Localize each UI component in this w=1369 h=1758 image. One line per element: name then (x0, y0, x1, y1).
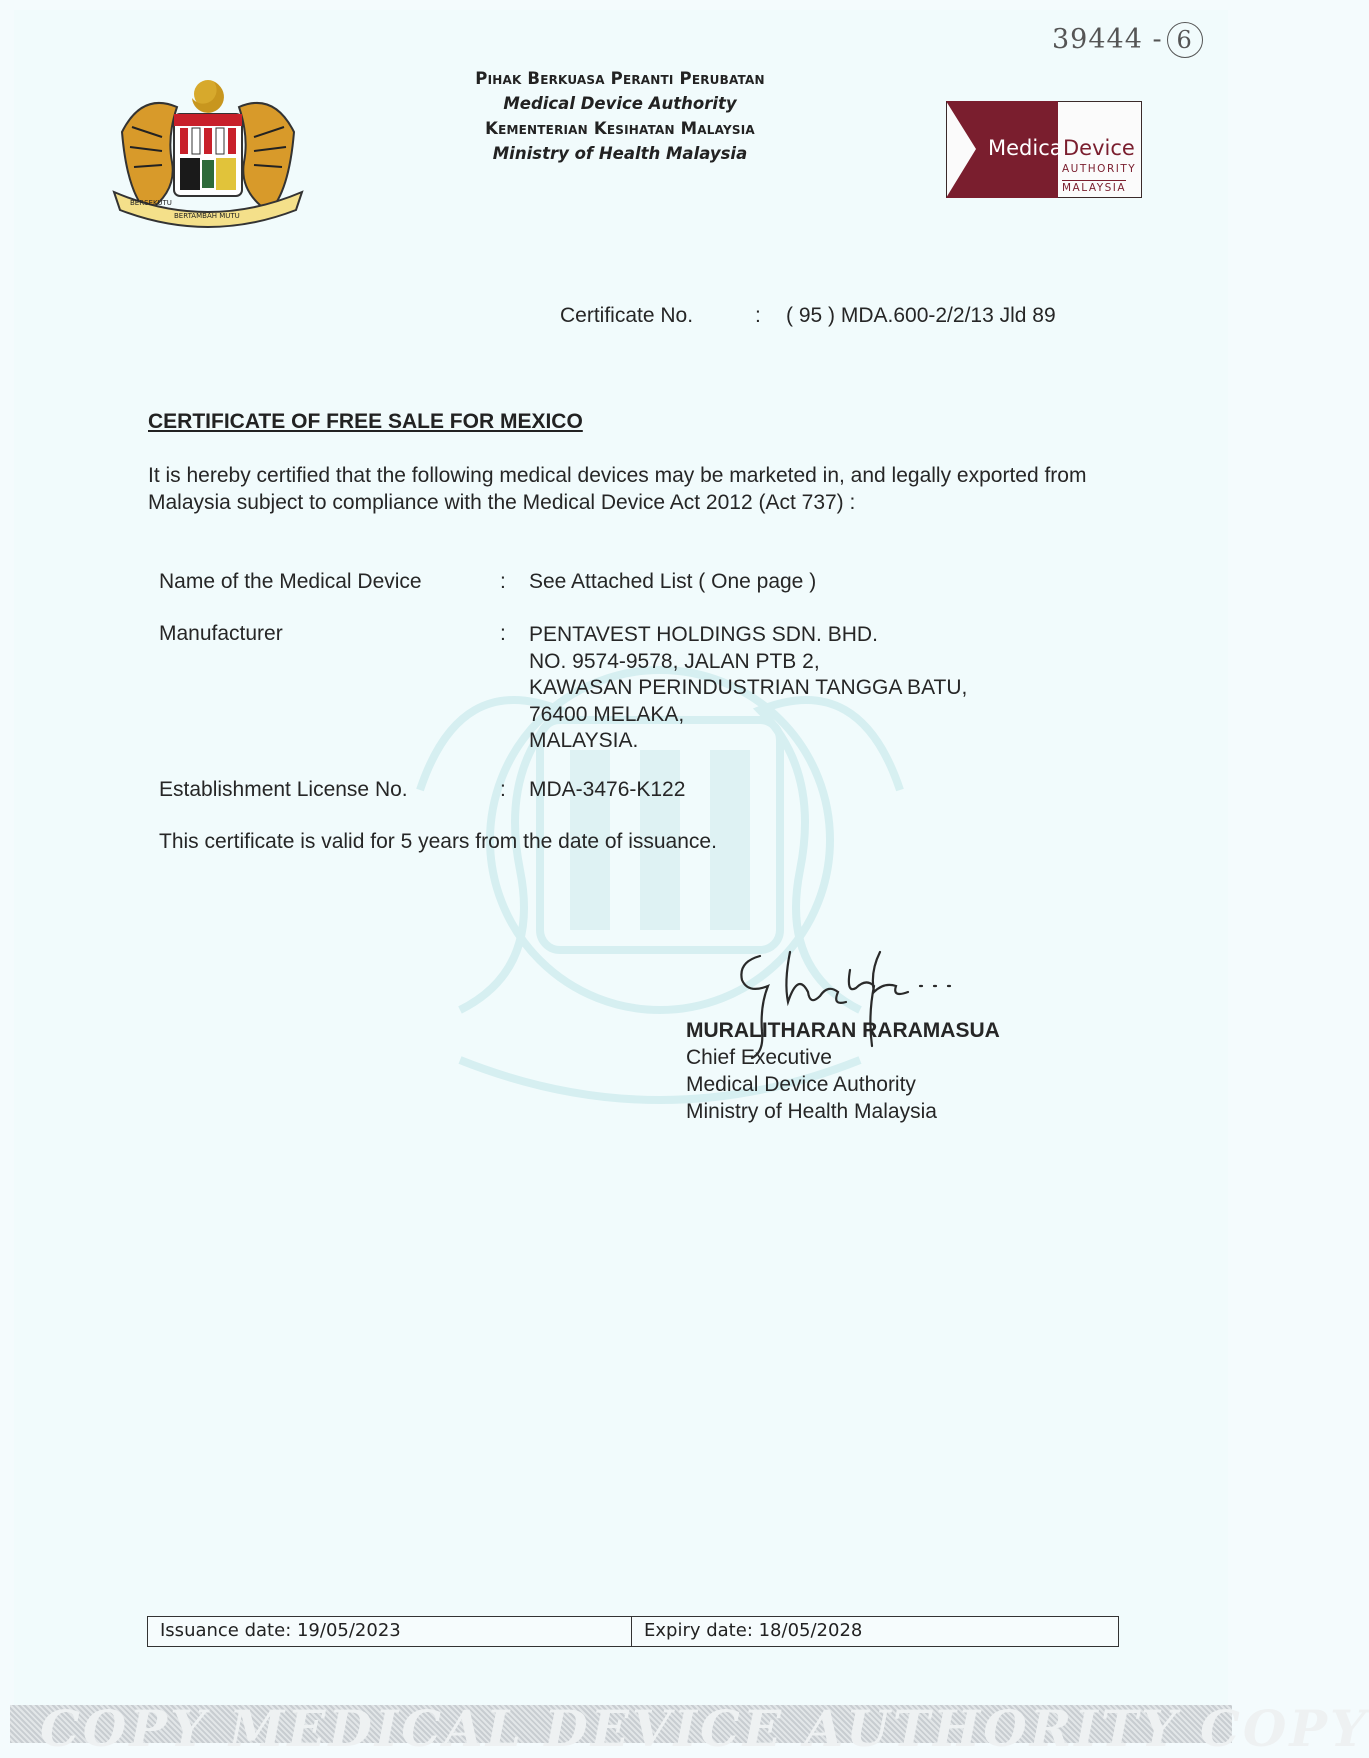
stamp-number: 39444 - (1052, 24, 1163, 55)
manufacturer-line: NO. 9574-9578, JALAN PTB 2, (529, 649, 820, 673)
certificate-title: CERTIFICATE OF FREE SALE FOR MEXICO (148, 410, 583, 433)
manufacturer-line: MALAYSIA. (529, 729, 639, 752)
signer-block (686, 1017, 1000, 1125)
header-line-english-authority: Medical Device Authority (503, 94, 737, 113)
certificate-no-colon: : (755, 304, 761, 327)
manufacturer-colon: : (500, 622, 506, 645)
device-name-value: See Attached List ( One page ) (529, 570, 817, 593)
expiry-date: Expiry date: 18/05/2028 (644, 1620, 863, 1641)
signer-organization: Medical Device Authority (686, 1073, 916, 1096)
logo-word-medical: Medical (988, 136, 1069, 160)
signer-name: MURALITHARAN RARAMASUA (686, 1019, 1000, 1042)
dates-table (147, 1616, 1119, 1647)
stamp-circled-number: 6 (1167, 22, 1203, 58)
header-line-malay-authority: Pihak Berkuasa Peranti Perubatan (475, 69, 765, 88)
issuance-date: Issuance date: 19/05/2023 (148, 1617, 632, 1646)
certificate-no-label: Certificate No. (560, 304, 694, 327)
signer-title: Chief Executive (686, 1046, 832, 1069)
logo-word-malaysia: MALAYSIA (1062, 182, 1127, 194)
manufacturer-label: Manufacturer (159, 622, 283, 645)
device-name-colon: : (500, 570, 506, 593)
device-name-label: Name of the Medical Device (159, 570, 422, 593)
license-value: MDA-3476-K122 (529, 778, 686, 801)
authority-header (400, 66, 840, 166)
signer-ministry: Ministry of Health Malaysia (686, 1100, 937, 1123)
header-line-malay-ministry: Kementerian Kesihatan Malaysia (485, 119, 755, 138)
manufacturer-address (529, 622, 967, 755)
certificate-intro: It is hereby certified that the following medical devices may be marketed in, and legally exported from Malaysia subject to compliance with the Medical Device Act 2012 (Act 737) : (148, 464, 1087, 514)
mda-logo (946, 101, 1142, 198)
manufacturer-line: 76400 MELAKA, (529, 702, 685, 726)
malaysia-coat-of-arms-icon (112, 72, 304, 232)
license-colon: : (500, 778, 506, 801)
license-label: Establishment License No. (159, 778, 408, 801)
manufacturer-line: KAWASAN PERINDUSTRIAN TANGGA BATU, (529, 676, 968, 699)
validity-statement: This certificate is valid for 5 years from the date of issuance. (159, 830, 717, 853)
header-line-english-ministry: Ministry of Health Malaysia (492, 144, 748, 163)
copy-watermark-band (10, 1699, 1369, 1758)
reference-stamp (1052, 22, 1203, 58)
svg-text:BERSEKUTU: BERSEKUTU (130, 199, 172, 207)
certificate-no-value: ( 95 ) MDA.600-2/2/13 Jld 89 (786, 304, 1056, 327)
logo-word-authority: AUTHORITY (1062, 163, 1137, 175)
svg-text:BERTAMBAH MUTU: BERTAMBAH MUTU (174, 212, 240, 220)
manufacturer-line: PENTAVEST HOLDINGS SDN. BHD. (529, 623, 878, 646)
logo-word-device: Device (1063, 136, 1135, 160)
copy-watermark-text: COPY MEDICAL DEVICE AUTHORITY COPY (40, 1699, 1369, 1758)
